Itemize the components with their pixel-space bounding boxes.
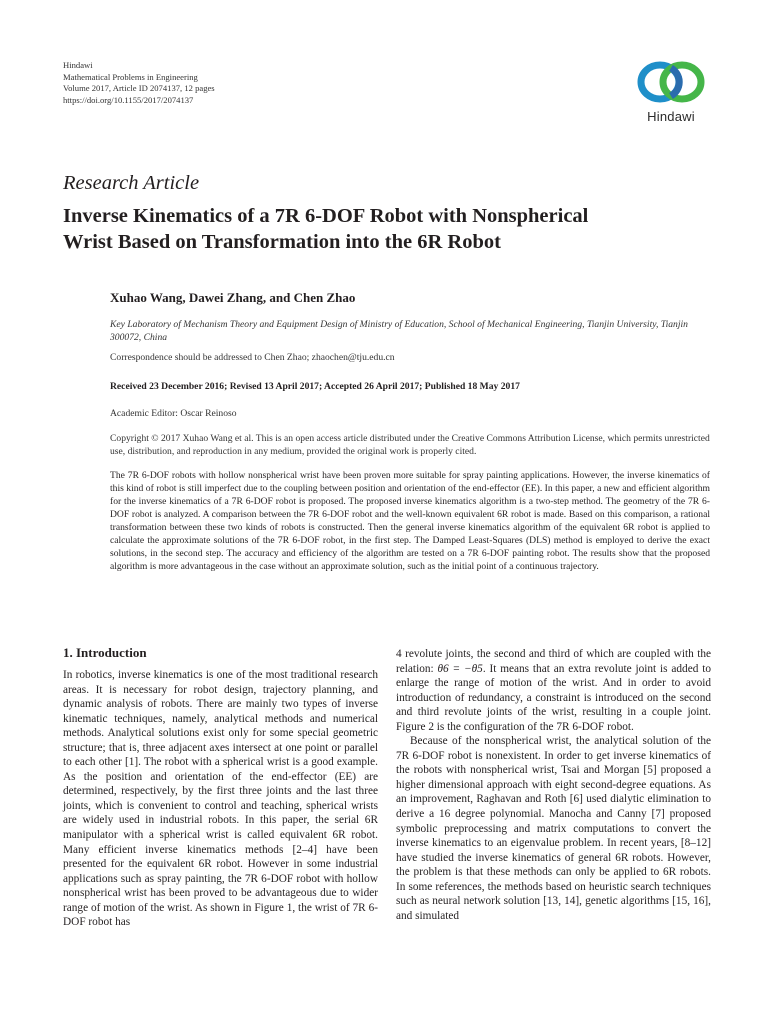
section-heading-introduction: 1. Introduction: [63, 645, 147, 660]
logo-text: Hindawi: [647, 109, 695, 124]
article-type: Research Article: [63, 172, 200, 194]
doi-link[interactable]: https://doi.org/10.1155/2017/2074137: [63, 94, 194, 105]
journal-info: [63, 60, 393, 106]
copyright: Copyright © 2017 Xuhao Wang et al. This is an open access article distributed under the Creative Commons Attribution License, which permits unrestricted use, distribution, and reproduction in any medium, provided the original work is properly cited.: [110, 433, 710, 457]
publisher-name: Hindawi: [63, 60, 93, 70]
article-title: [63, 203, 723, 255]
academic-editor: Academic Editor: Oscar Reinoso: [110, 408, 237, 419]
correspondence: Correspondence should be addressed to Chen Zhao; zhaochen@tju.edu.cn: [110, 352, 395, 363]
volume-line: Volume 2017, Article ID 2074137, 12 pages: [63, 83, 215, 94]
hindawi-logo-icon: [630, 58, 712, 108]
left-column: [63, 668, 378, 930]
intro-paragraph-1: In robotics, inverse kinematics is one of the most traditional research areas. It is necessary for robot design, trajectory planning, and dynamic analysis of robots. There are mainly two types of inverse kinematic techniques, namely, analytical methods and numerical methods. Analytical solutions exist only for some special geometric structure; that is, three adjacent axes intersect at one point or parallel to each other [1]. The robot with a spherical wrist is a good example. As the position and orientation of the end-effector (EE) are determined, respectively, by the first three joints and the last three joints, which is convenient to control and teaching, spherical wrists are widely used in industrial robots. In this paper, the serial 6R manipulator with a spherical wrist is called equivalent 6R robot. Many efficient inverse kinematics methods [2–4] have been presented for the equivalent 6R robot. However in some industrial applications such as spray painting, the 7R 6-DOF robot with hollow nonspherical wrist has been proved to be advantageous due to wider range of motion of the wrist. As shown in Figure 1, the wrist of 7R 6-DOF robot has: [63, 669, 378, 929]
title-line-1: Inverse Kinematics of a 7R 6-DOF Robot with Nonspherical: [63, 205, 589, 227]
affiliation: Key Laboratory of Mechanism Theory and Equipment Design of Ministry of Education, School of Mechanical Engineering, Tianjin University, Tianjin 300072, China: [110, 319, 688, 343]
paragraph-text: . It means that an extra revolute joint is added to enlarge the range of motion of the wrist. And in order to avoid introduction of redundancy, a constraint is introduced on the second and third revolute joints of the wrist, resulting in a couple joint. Figure 2 is the configuration of the 7R 6-DOF robot.: [396, 662, 711, 733]
abstract: The 7R 6-DOF robots with hollow nonspherical wrist have been proven more suitable for spray painting applications. However, the inverse kinematics of this kind of robot is still imperfect due to the coupling between position and orientation of the end-effector (EE). In this paper, a new and efficient algorithm for the inverse kinematics of a 7R 6-DOF robot is proposed. The proposed inverse kinematics algorithm is a two-step method. The geometry of the 7R 6-DOF robot is analyzed. A comparison between the 7R 6-DOF robot and the well-known equivalent 6R robot is made. Based on this comparison, a rational transformation between these two kinds of robots is constructed. Then the general inverse kinematics algorithm of the equivalent 6R robot is applied to calculate the approximate solutions of the 7R 6-DOF robot, in the first step. The Damped Least-Squares (DLS) method is employed to derive the exact solutions, in the second step. The accuracy and efficiency of the algorithm are tested on a 7R 6-DOF painting robot. The results show that the proposed algorithm is more advantageous in the case without an approximate solution, such as the initial point of a continuous trajectory.: [110, 470, 710, 572]
dates: Received 23 December 2016; Revised 13 April 2017; Accepted 26 April 2017; Published 18 May 2017: [110, 381, 520, 392]
title-line-2: Wrist Based on Transformation into the 6R Robot: [63, 231, 501, 253]
authors: Xuhao Wang, Dawei Zhang, and Chen Zhao: [110, 290, 356, 305]
journal-name: Mathematical Problems in Engineering: [63, 71, 198, 82]
right-column: [396, 647, 711, 923]
intro-paragraph-continued: [396, 647, 711, 734]
paragraph-text: 4 revolute joints, the second and third of which are coupled with the relation:: [396, 648, 711, 675]
intro-paragraph-2: Because of the nonspherical wrist, the analytical solution of the 7R 6-DOF robot is nonexistent. In order to get inverse kinematics of the robots with nonspherical wrist, Tsai and Morgan [5] proposed a higher dimensional approach with eight second-degree equations. As an improvement, Raghavan and Roth [6] used dialytic elimination to derive a 16 degree polynomial. Manocha and Canny [7] proposed symbolic preprocessing and matrix computations to convert the inverse kinematics to an eigenvalue problem. In recent years, [8–12] have studied the inverse kinematics of general 6R robots. However, the problem is that these methods can only be applied to 6R robots. In some references, the methods based on heuristic search techniques such as neural network solution [13, 14], genetic algorithms [15, 16], and simulated: [396, 735, 711, 922]
coupling-equation: θ6 = −θ5: [437, 662, 483, 675]
